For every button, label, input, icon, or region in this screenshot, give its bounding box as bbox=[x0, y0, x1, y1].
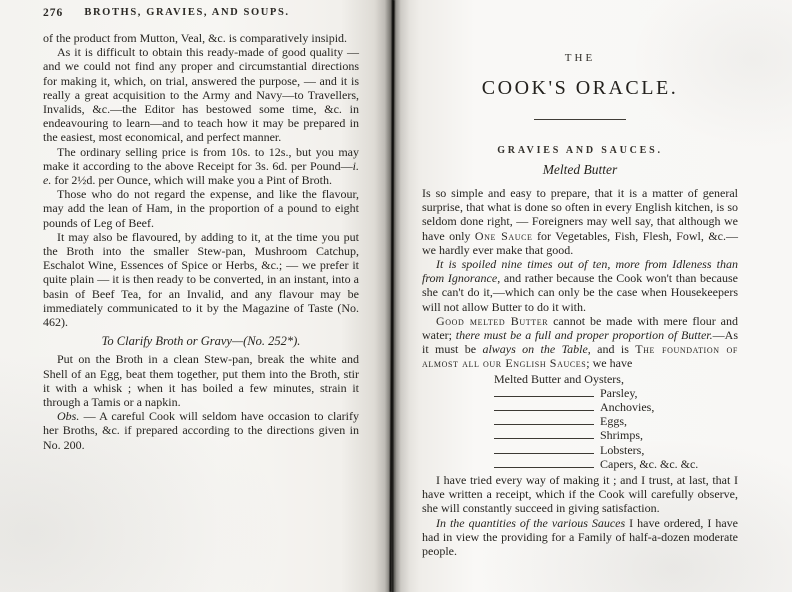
page-number: 276 bbox=[43, 7, 64, 19]
left-running-header bbox=[43, 7, 359, 23]
chapter-header: GRAVIES AND SAUCES. bbox=[497, 145, 663, 156]
book-title: COOK'S ORACLE. bbox=[481, 77, 679, 99]
sauce-list-first-item: Melted Butter and Oysters, bbox=[494, 371, 624, 386]
title-rule-divider bbox=[534, 119, 626, 120]
paragraph: I have tried every way of making it ; and I trust, at last, that I have written a receipt, which if the Cook will carefully observe, she will constantly succeed in giving satisfaction. bbox=[422, 473, 738, 516]
right-page-text bbox=[422, 40, 738, 558]
right-page bbox=[396, 0, 792, 592]
paragraph: Put on the Broth in a clean Stew-pan, break the white and Shell of an Egg, beat them together, put them into the Broth, stir it with a whisk ; when it has boiled a few minutes, strain it through a Tamis or a napkin. bbox=[43, 352, 359, 410]
paragraph: It may also be flavoured, by adding to it, at the time you put the Broth into the smaller Stew-pan, Mushroom Catchup, Eschalot Wine, Essences of Spice or Herbs, &c.; — we prefer it quite plain — it is then ready to be converted, in an instant, into a basin of Beef Tea, for an Invalid, and any flavour may be immediately communicated to it by the Magazine of Taste (No. 462). bbox=[43, 229, 359, 330]
paragraph: Good melted Butter cannot be made with mere flour and water; there must be a full and proper proportion of Butter.—As it must be always on the Table, and is The foundation of almost all our English Sauces; we have bbox=[422, 313, 738, 371]
running-header-title: BROTHS, GRAVIES, AND SOUPS. bbox=[84, 7, 290, 18]
ditto-rule bbox=[494, 406, 594, 411]
paragraph: Obs. — A careful Cook will seldom have occasion to clarify her Broths, &c. if prepared according to the directions given in No. 200. bbox=[43, 409, 359, 452]
ditto-rule bbox=[494, 463, 594, 468]
half-title: THE bbox=[564, 52, 596, 64]
sauce-list-item bbox=[494, 414, 738, 428]
ditto-rule bbox=[494, 449, 594, 454]
sauce-name: Capers, &c. &c. &c. bbox=[600, 456, 699, 471]
section-heading: To Clarify Broth or Gravy—(No. 252*). bbox=[101, 334, 301, 349]
ditto-rule bbox=[494, 392, 594, 397]
sauce-name: Eggs, bbox=[600, 414, 627, 429]
left-page-text bbox=[43, 31, 359, 452]
sauce-list-ditto-items bbox=[494, 386, 738, 471]
sauce-name: Parsley, bbox=[600, 385, 638, 400]
sauce-name: Lobsters, bbox=[600, 442, 645, 457]
sauce-list-item bbox=[494, 428, 738, 442]
sauce-name: Shrimps, bbox=[600, 428, 644, 443]
paragraph: of the product from Mutton, Veal, &c. is comparatively insipid. bbox=[43, 31, 348, 45]
recipe-heading: Melted Butter bbox=[542, 162, 618, 177]
ditto-rule bbox=[494, 420, 594, 425]
paragraph: Is so simple and easy to prepare, that it is a matter of general surprise, that what is done so often in every English kitchen, is so seldom done right, — Foreigners may well say, that although we have only One Sauce for Vegetables, Fish, Flesh, Fowl, &c.—we hardly ever make that good. bbox=[422, 186, 738, 257]
sauce-list-item bbox=[494, 443, 738, 457]
sauce-list-item bbox=[494, 386, 738, 400]
paragraph: It is spoiled nine times out of ten, more from Idleness than from Ignorance, and rather because the Cook won't than because she can't do it,—which can only be the case when Housekeepers will not allow Butter to do it with. bbox=[422, 257, 738, 314]
recipe-paragraphs bbox=[422, 186, 738, 371]
paragraph: As it is difficult to obtain this ready-made of good quality — and we could not find any proper and circumstantial directions for making it, which, on trial, answered the purpose, — and it is really a great acquisition to the Army and Navy—to Travellers, Invalids, &c.—the Editor has bestowed some time, &c. in endeavouring to learn—and to teach how it may be prepared in the easiest, most economical, and perfect manner. bbox=[43, 45, 359, 145]
closing-paragraphs bbox=[422, 473, 738, 558]
paragraph: The ordinary selling price is from 10s. to 12s., but you may make it according to the above Receipt for 3s. 6d. per Pound—i. e. for 2½d. per Ounce, which will make you a Pint of Broth. bbox=[43, 144, 359, 188]
paragraph: Those who do not regard the expense, and like the flavour, may add the lean of Ham, in the proportion of a pound to eight pounds of Leg of Beef. bbox=[43, 187, 359, 230]
ditto-rule bbox=[494, 434, 594, 439]
sauce-list-item bbox=[494, 457, 738, 471]
paragraph: In the quantities of the various Sauces I have ordered, I have had in view the providing for a Family of half-a-dozen moderate people. bbox=[422, 515, 738, 559]
sauce-list bbox=[494, 372, 738, 471]
sauce-name: Anchovies, bbox=[600, 400, 655, 415]
sauce-list-item bbox=[494, 400, 738, 414]
